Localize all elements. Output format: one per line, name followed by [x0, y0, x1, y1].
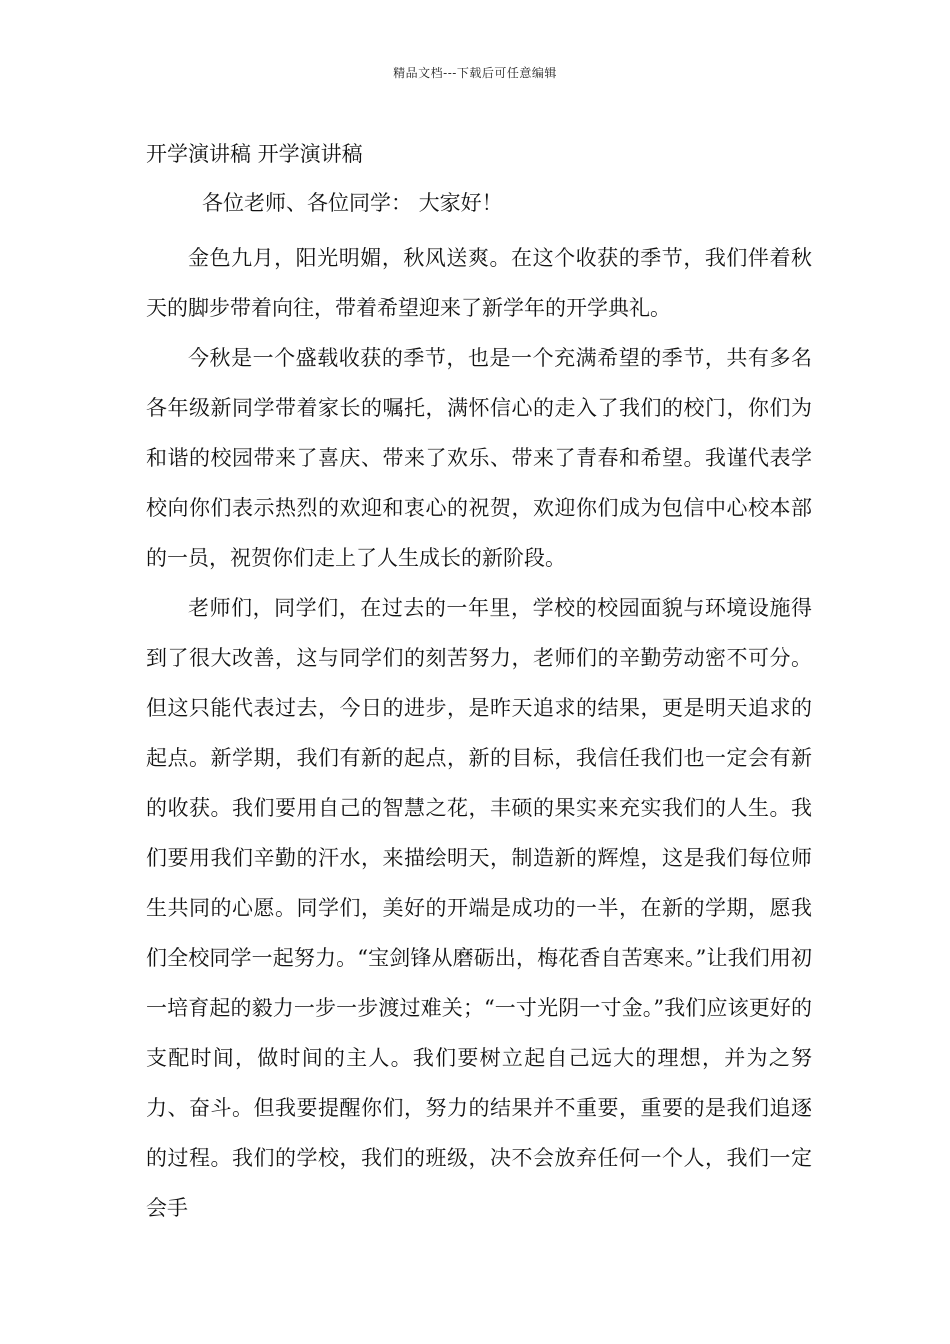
greeting-line: 各位老师、各位同学： 大家好！ — [202, 191, 503, 215]
document-title: 开学演讲稿 开学演讲稿 — [146, 142, 363, 166]
body-text — [146, 233, 812, 1233]
paragraph: 老师们，同学们，在过去的一年里，学校的校园面貌与环境设施得到了很大改善，这与同学们的刻苦努力，老师们的辛勤劳动密不可分。但这只能代表过去，今日的进步，是昨天追求的结果，更是明天追求的起点。新学期，我们有新的起点，新的目标，我信任我们也一定会有新的收获。我们要用自己的智慧之花，丰硕的果实来充实我们的人生。我们要用我们辛勤的汗水，来描绘明天，制造新的辉煌，这是我们每位师生共同的心愿。同学们，美好的开端是成功的一半，在新的学期，愿我们全校同学一起努力。“宝剑锋从磨砺出，梅花香自苦寒来。”让我们用初一培育起的毅力一步一步渡过难关；“一寸光阴一寸金。”我们应该更好的支配时间，做时间的主人。我们要树立起自己远大的理想，并为之努力、奋斗。但我要提醒你们，努力的结果并不重要，重要的是我们追逐的过程。我们的学校，我们的班级，决不会放弃任何一个人，我们一定会手 — [146, 596, 812, 1220]
paragraph: 金色九月，阳光明媚，秋风送爽。在这个收获的季节，我们伴着秋天的脚步带着向往，带着希望迎来了新学年的开学典礼。 — [146, 246, 812, 320]
page-header: 精品文档---下载后可任意编辑 — [393, 66, 557, 80]
paragraph: 今秋是一个盛载收获的季节，也是一个充满希望的季节，共有多名各年级新同学带着家长的嘱托，满怀信心的走入了我们的校门，你们为和谐的校园带来了喜庆、带来了欢乐、带来了青春和希望。我谨代表学校向你们表示热烈的欢迎和衷心的祝贺，欢迎你们成为包信中心校本部的一员，祝贺你们走上了人生成长的新阶段。 — [146, 346, 812, 570]
